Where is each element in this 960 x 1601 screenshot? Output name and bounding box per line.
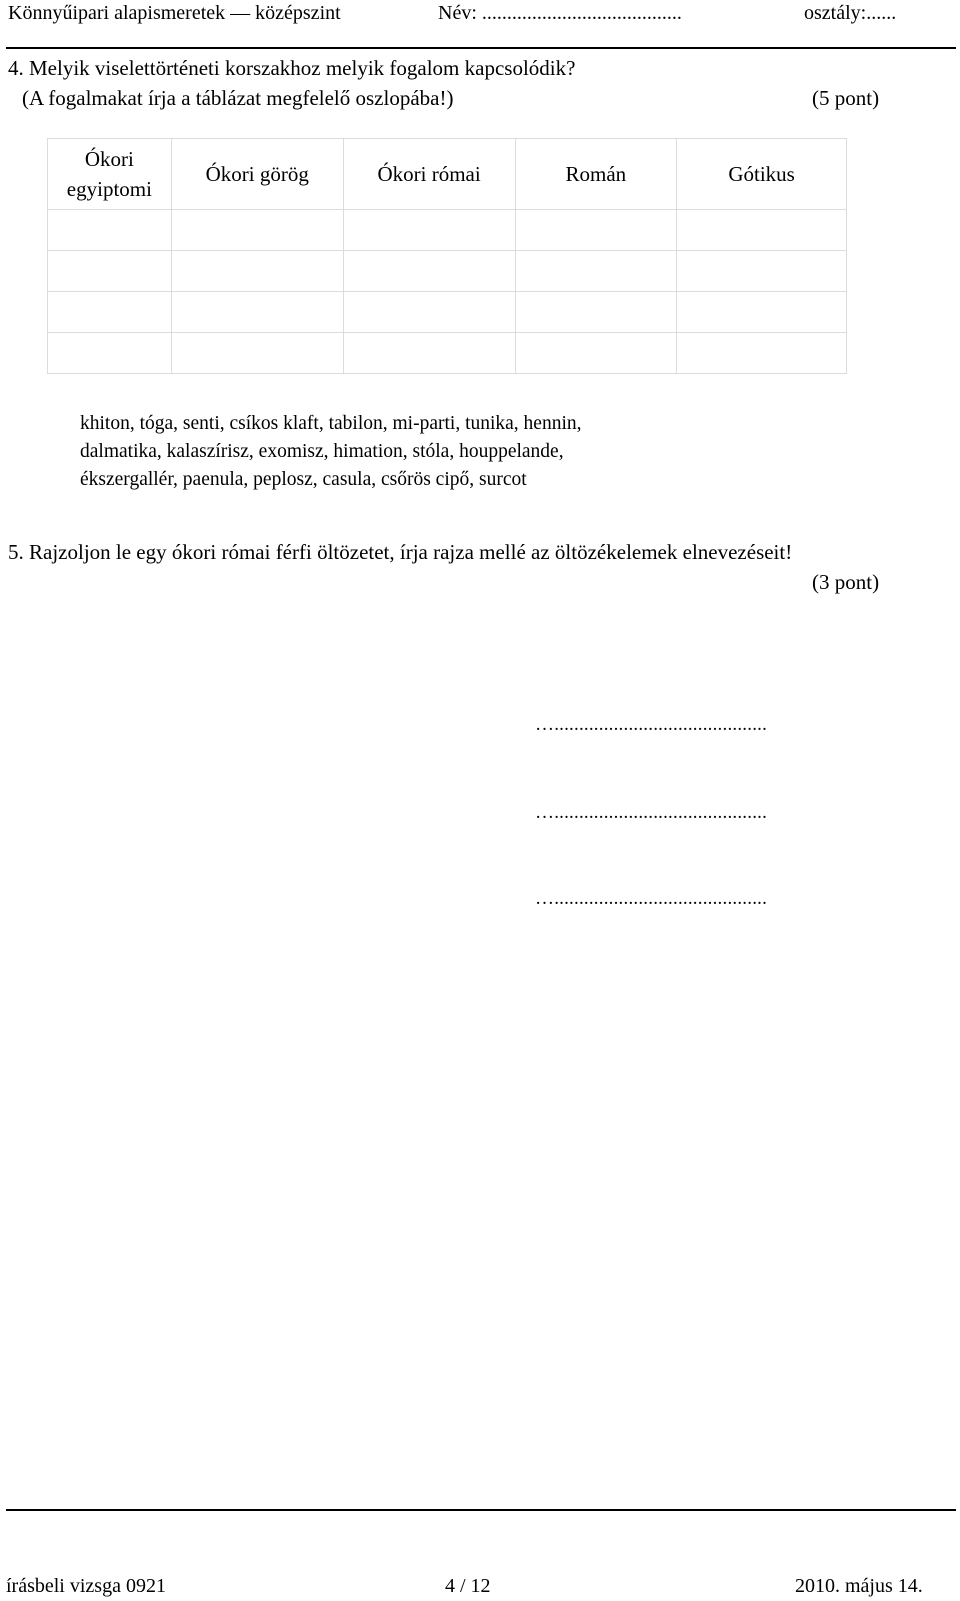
column-header-line: Gótikus <box>728 162 795 186</box>
column-header-line: Ókori <box>84 147 134 171</box>
answer-cell[interactable] <box>343 210 515 251</box>
task4-answer-table <box>47 138 847 374</box>
answer-cell[interactable] <box>48 210 172 251</box>
term-line: ékszergallér, paenula, peplosz, casula, csőrös cipő, surcot <box>80 469 527 490</box>
header-class-field: osztály:...... <box>804 2 897 24</box>
answer-cell[interactable] <box>677 333 847 374</box>
footer-exam-label: írásbeli vizsga 0921 <box>6 1575 166 1597</box>
column-header-line: Román <box>565 162 627 186</box>
column-header-line: egyiptomi <box>66 177 152 201</box>
column-header-line: Ókori római <box>377 162 481 186</box>
answer-cell[interactable] <box>515 333 677 374</box>
answer-cell[interactable] <box>171 210 343 251</box>
task5-points: (3 pont) <box>812 570 880 594</box>
table-row <box>48 292 847 333</box>
answer-cell[interactable] <box>515 251 677 292</box>
answer-line[interactable]: …........................................... <box>535 802 768 823</box>
column-header-egyptian <box>48 139 172 210</box>
task4-term-list <box>80 410 582 494</box>
footer-rule <box>6 1509 956 1511</box>
answer-line[interactable]: …........................................... <box>535 888 768 909</box>
answer-cell[interactable] <box>677 292 847 333</box>
column-header-romanesque <box>515 139 677 210</box>
footer-page-number: 4 / 12 <box>445 1575 491 1597</box>
answer-cell[interactable] <box>677 251 847 292</box>
answer-cell[interactable] <box>171 333 343 374</box>
answer-cell[interactable] <box>677 210 847 251</box>
table-row <box>48 210 847 251</box>
answer-cell[interactable] <box>343 333 515 374</box>
column-header-gothic <box>677 139 847 210</box>
table-row <box>48 333 847 374</box>
task4-question: 4. Melyik viselettörténeti korszakhoz melyik fogalom kapcsolódik? <box>8 56 576 80</box>
task5-question: 5. Rajzoljon le egy ókori római férfi öltözetet, írja rajza mellé az öltözékelemek elnevezéseit! <box>8 540 793 564</box>
answer-cell[interactable] <box>515 210 677 251</box>
answer-cell[interactable] <box>343 292 515 333</box>
answer-cell[interactable] <box>171 292 343 333</box>
header-rule <box>6 47 956 49</box>
term-line: khiton, tóga, senti, csíkos klaft, tabilon, mi-parti, tunika, hennin, <box>80 413 582 434</box>
answer-line[interactable]: …........................................... <box>535 714 768 735</box>
table-row <box>48 251 847 292</box>
answer-cell[interactable] <box>48 251 172 292</box>
column-header-roman <box>343 139 515 210</box>
column-header-line: Ókori görög <box>205 162 309 186</box>
answer-cell[interactable] <box>171 251 343 292</box>
answer-cell[interactable] <box>48 333 172 374</box>
answer-cell[interactable] <box>515 292 677 333</box>
answer-cell[interactable] <box>48 292 172 333</box>
column-header-greek <box>171 139 343 210</box>
answer-cell[interactable] <box>343 251 515 292</box>
table-header-row <box>48 139 847 210</box>
task4-instruction: (A fogalmakat írja a táblázat megfelelő oszlopába!) <box>22 86 454 110</box>
footer-date: 2010. május 14. <box>795 1575 923 1597</box>
term-line: dalmatika, kalaszírisz, exomisz, himation, stóla, houppelande, <box>80 441 564 462</box>
task4-points: (5 pont) <box>812 86 880 110</box>
header-name-field: Név: ........................................ <box>438 2 682 24</box>
header-subject: Könnyűipari alapismeretek — középszint <box>8 2 341 24</box>
